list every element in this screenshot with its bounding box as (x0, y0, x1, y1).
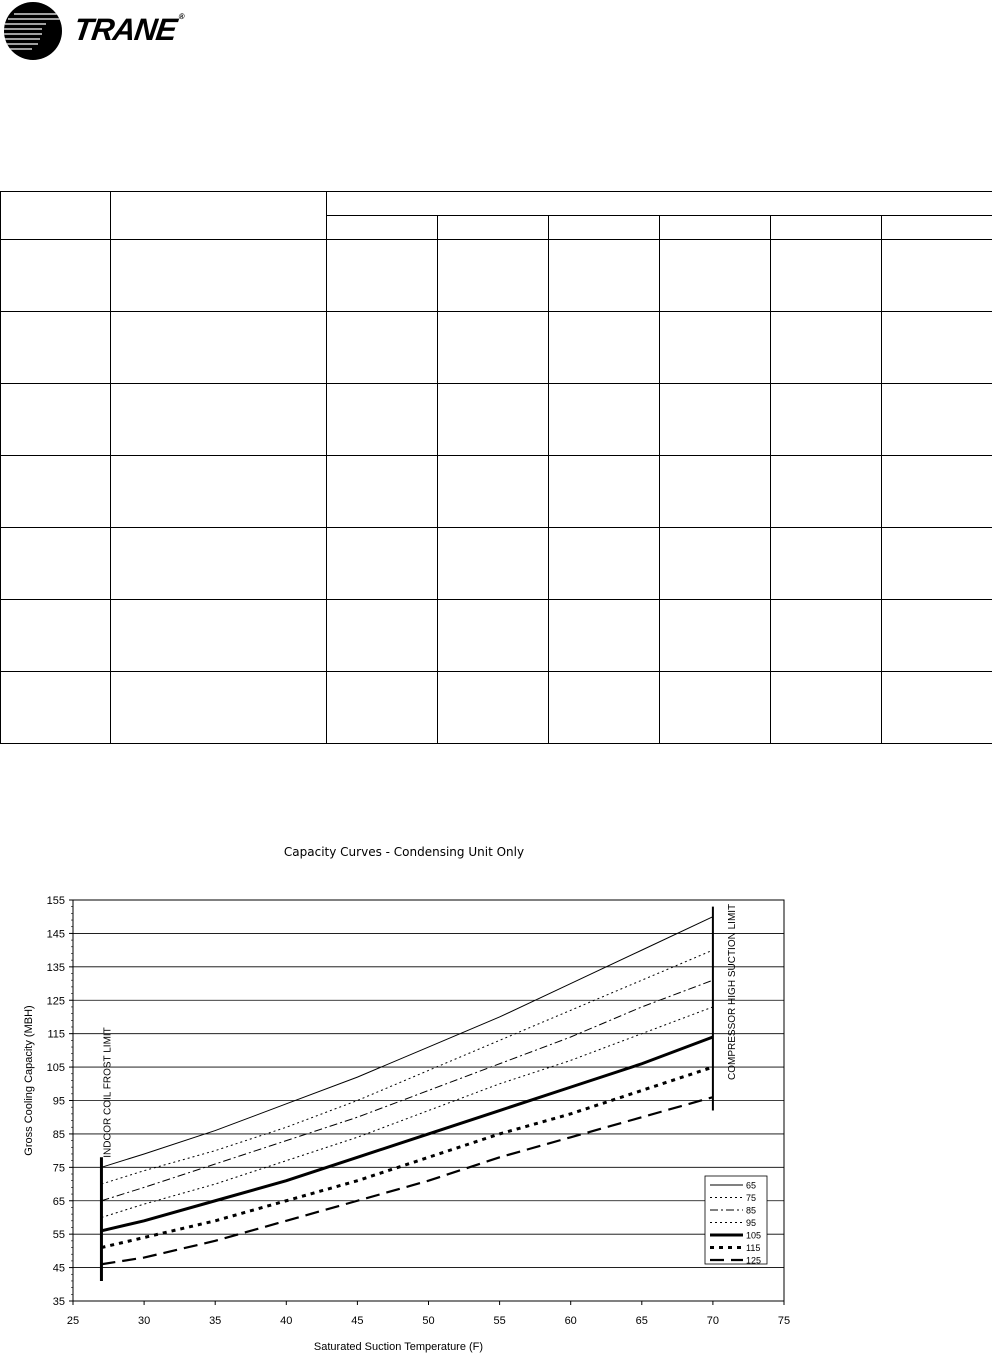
legend-label: 115 (746, 1243, 761, 1253)
table-row (1, 600, 992, 672)
table-row (1, 672, 992, 744)
table-cell (111, 312, 327, 384)
legend-label: 125 (746, 1255, 762, 1266)
trane-logo-mark-icon (2, 0, 64, 62)
table-header-cell (771, 216, 882, 240)
table-cell (882, 384, 992, 456)
table-cell (111, 600, 327, 672)
trane-logo (0, 0, 190, 62)
table-cell (771, 600, 882, 672)
table-cell (111, 528, 327, 600)
table-row (1, 240, 992, 312)
table-row (1, 312, 992, 384)
trane-wordmark: TRANE® (71, 12, 185, 47)
table-cell (882, 600, 992, 672)
table-cell (438, 240, 549, 312)
y-tick-label: 105 (46, 1062, 65, 1075)
table-cell (111, 384, 327, 456)
table-cell (327, 240, 438, 312)
x-tick-label: 50 (422, 1315, 435, 1327)
table-cell (549, 528, 660, 600)
table-cell (771, 312, 882, 384)
x-tick-label: 45 (351, 1315, 364, 1327)
table-cell (882, 456, 992, 528)
table-cell (111, 240, 327, 312)
table-header-cell (549, 216, 660, 240)
table-cell (660, 384, 771, 456)
table-cell (438, 384, 549, 456)
table-cell (1, 456, 111, 528)
capacity-curves-chart (0, 880, 808, 1360)
performance-table (0, 191, 992, 744)
table-cell (111, 672, 327, 744)
x-axis-label: Saturated Suction Temperature (F) (313, 1341, 484, 1353)
table-header-cell (1, 192, 111, 240)
y-tick-label: 145 (46, 928, 65, 941)
x-tick-label: 25 (66, 1315, 80, 1327)
chart-title: Capacity Curves - Condensing Unit Only (283, 845, 525, 859)
table-cell (549, 600, 660, 672)
y-tick-label: 135 (46, 961, 65, 974)
table-cell (327, 528, 438, 600)
x-tick-label: 65 (635, 1315, 648, 1327)
x-tick-label: 60 (564, 1315, 577, 1327)
table-cell (549, 384, 660, 456)
x-tick-label: 55 (493, 1315, 506, 1327)
table-cell (771, 528, 882, 600)
table-cell (111, 456, 327, 528)
table-cell (771, 384, 882, 456)
legend-label: 75 (746, 1193, 757, 1203)
limit-annotation: COMPRESSOR HIGH SUCTION LIMIT (726, 903, 738, 1080)
table-cell (1, 312, 111, 384)
y-tick-label: 65 (52, 1195, 65, 1208)
table-row (1, 528, 992, 600)
table-cell (549, 312, 660, 384)
table-cell (327, 672, 438, 744)
legend (705, 1176, 767, 1266)
y-tick-label: 155 (46, 895, 65, 907)
table-header-cell (882, 216, 992, 240)
table-header-cell (660, 216, 771, 240)
y-tick-label: 55 (52, 1229, 65, 1242)
table-cell (660, 240, 771, 312)
y-tick-label: 115 (47, 1028, 65, 1041)
table-cell (438, 312, 549, 384)
y-tick-label: 75 (52, 1162, 65, 1175)
table-cell (438, 528, 549, 600)
table-cell (549, 240, 660, 312)
table-cell (882, 240, 992, 312)
table-cell (1, 384, 111, 456)
table-cell (327, 384, 438, 456)
x-tick-label: 40 (280, 1315, 293, 1327)
legend-label: 65 (746, 1180, 757, 1191)
table-cell (660, 456, 771, 528)
table-cell (882, 672, 992, 744)
y-tick-label: 125 (46, 995, 65, 1008)
table-header-group-cell (327, 192, 992, 216)
table-cell (1, 240, 111, 312)
table-cell (660, 312, 771, 384)
table-cell (549, 672, 660, 744)
x-tick-label: 70 (706, 1315, 720, 1327)
table-cell (327, 456, 438, 528)
table-cell (660, 600, 771, 672)
x-tick-label: 75 (777, 1315, 791, 1327)
table-header-cell (438, 216, 549, 240)
table-header-row (1, 192, 992, 216)
limit-annotation: INDOOR COIL FROST LIMIT (102, 1027, 114, 1158)
table-cell (771, 240, 882, 312)
table-cell (438, 672, 549, 744)
table-cell (882, 312, 992, 384)
x-tick-label: 30 (137, 1315, 151, 1327)
table-cell (660, 528, 771, 600)
table-cell (1, 600, 111, 672)
table-row (1, 456, 992, 528)
table-cell (327, 312, 438, 384)
y-tick-label: 45 (52, 1262, 65, 1275)
table-cell (1, 672, 111, 744)
table-cell (549, 456, 660, 528)
y-axis-label: Gross Cooling Capacity (MBH) (23, 1005, 35, 1156)
table-cell (1, 528, 111, 600)
table-cell (771, 456, 882, 528)
table-cell (438, 456, 549, 528)
y-tick-label: 85 (52, 1128, 65, 1141)
legend-label: 95 (746, 1218, 757, 1228)
y-tick-label: 95 (52, 1095, 65, 1108)
table-cell (327, 600, 438, 672)
y-tick-label: 35 (52, 1296, 65, 1308)
legend-label: 105 (746, 1230, 762, 1241)
table-header-cell (111, 192, 327, 240)
x-tick-label: 35 (209, 1315, 222, 1327)
table-header-cell (327, 216, 438, 240)
table-cell (438, 600, 549, 672)
table-cell (771, 672, 882, 744)
table-cell (882, 528, 992, 600)
legend-label: 85 (746, 1205, 757, 1216)
table-row (1, 384, 992, 456)
table-cell (660, 672, 771, 744)
